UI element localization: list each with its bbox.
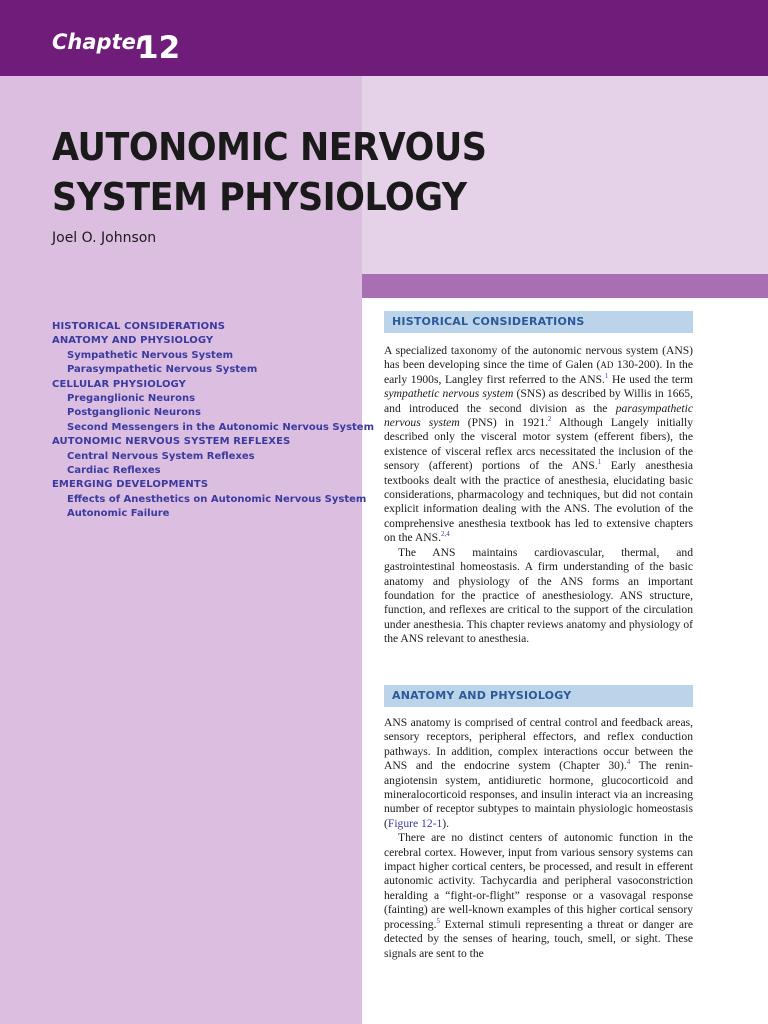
reference-marker[interactable]: 2,4 bbox=[441, 530, 450, 539]
reference-marker[interactable]: 4 bbox=[626, 758, 631, 767]
italic-term: parasympathetic nervous system bbox=[384, 401, 693, 430]
chapter-title bbox=[52, 122, 487, 222]
text-run: ). bbox=[442, 816, 450, 830]
toc-item-cardiac-reflexes[interactable]: Cardiac Reflexes bbox=[67, 465, 161, 477]
paragraph bbox=[384, 344, 693, 546]
toc-item-second-messengers[interactable]: Second Messengers in the Autonomic Nervous System bbox=[67, 421, 375, 433]
toc-item-anatomy-and-physiology[interactable]: ANATOMY AND PHYSIOLOGY bbox=[52, 335, 214, 347]
toc-item-preganglionic-neurons[interactable]: Preganglionic Neurons bbox=[67, 393, 196, 405]
reference-marker[interactable]: 1 bbox=[604, 371, 609, 380]
chapter-header-bar bbox=[0, 0, 768, 76]
section-body-anatomy bbox=[384, 716, 693, 961]
text-run: 130-200). In the early 1900s, Langley first referred to the ANS. bbox=[384, 358, 693, 386]
toc-item-autonomic-failure[interactable]: Autonomic Failure bbox=[67, 508, 170, 520]
author: Joel O. Johnson bbox=[52, 230, 157, 246]
toc-item-parasympathetic-nervous-system[interactable]: Parasympathetic Nervous System bbox=[67, 364, 258, 376]
toc-item-ans-reflexes[interactable]: AUTONOMIC NERVOUS SYSTEM REFLEXES bbox=[52, 436, 291, 448]
toc-item-historical-considerations[interactable]: HISTORICAL CONSIDERATIONS bbox=[52, 321, 226, 332]
text-run: There are no distinct centers of autonomic function in the cerebral cortex. However, input from various sensory systems can impact higher cortical centers, be processed, and result in efferent autonomic activity. Tachycardia and peripheral vasoconstriction heralding a “fight-or-flight” response or a vasovagal response (fainting) are well-known examples of this higher cortical sensory processing. bbox=[384, 831, 693, 931]
text-run: A specialized taxonomy of the autonomic nervous system (ANS) has been developing since the time of Galen ( bbox=[384, 344, 693, 372]
chapter-title-line-1: AUTONOMIC NERVOUS bbox=[52, 125, 487, 169]
toc-item-emerging-developments[interactable]: EMERGING DEVELOPMENTS bbox=[52, 479, 209, 491]
reference-marker[interactable]: 2 bbox=[548, 415, 552, 424]
text-run: Early anesthesia textbooks dealt with the practice of anesthesia, elucidating basic considerations, pharmacology and techniques, but did not contain explicit information dealing with the ANS. The evolution of the comprehensive anesthesia textbook has led to extensive chapters on the ANS. bbox=[384, 459, 693, 545]
toc-item-cellular-physiology[interactable]: CELLULAR PHYSIOLOGY bbox=[52, 378, 186, 390]
paragraph bbox=[384, 716, 693, 831]
toc-item-cns-reflexes[interactable]: Central Nervous System Reflexes bbox=[67, 450, 255, 462]
chapter-label: Chapter bbox=[52, 30, 147, 54]
paragraph bbox=[384, 831, 693, 961]
chapter-title-line-2: SYSTEM PHYSIOLOGY bbox=[52, 175, 467, 219]
chapter-number: 12 bbox=[137, 30, 181, 66]
text-run: ANS anatomy is comprised of central control and feedback areas, sensory receptors, peripheral effectors, and reflex conduction pathways. In addition, complex interactions occur between the ANS and the endocrine system (Chapter 30). bbox=[384, 716, 693, 773]
text-run: External stimuli representing a threat or danger are detected by the senses of hearing, touch, smell, or sight. These signals are sent to the bbox=[384, 917, 693, 960]
figure-link[interactable]: Figure 12-1 bbox=[387, 816, 443, 830]
text-run: He used the term bbox=[608, 372, 693, 386]
text-run: Although Langely initially described only the visceral motor system (efferent fibers), the existence of visceral reflex arcs necessitated the inclusion of the sensory (afferent) portions of the ANS. bbox=[384, 416, 694, 473]
italic-term: sympathetic nervous system bbox=[384, 387, 514, 401]
accent-stripe bbox=[362, 274, 768, 298]
text-run: (SNS) as described by Willis in 1665, and introduced the second division as the bbox=[384, 387, 693, 415]
section-heading-historical: HISTORICAL CONSIDERATIONS bbox=[384, 311, 693, 333]
toc-item-sympathetic-nervous-system[interactable]: Sympathetic Nervous System bbox=[67, 349, 234, 361]
toc-item-effects-of-anesthetics[interactable]: Effects of Anesthetics on Autonomic Nervous System bbox=[67, 493, 367, 505]
section-body-historical bbox=[384, 344, 693, 647]
text-run-smallcaps: AD bbox=[600, 360, 614, 371]
table-of-contents bbox=[52, 320, 375, 522]
paragraph: The ANS maintains cardiovascular, thermal, and gastrointestinal homeostasis. A firm understanding of the basic anatomy and physiology of the ANS forms an important foundation for the practice of anesthesiology. ANS structure, function, and reflexes are critical to the support of the circulation under anesthesia. This chapter reviews anatomy and physiology of the ANS relevant to anesthesia. bbox=[384, 545, 693, 646]
toc-item-postganglionic-neurons[interactable]: Postganglionic Neurons bbox=[67, 407, 201, 419]
reference-marker[interactable]: 5 bbox=[436, 916, 440, 925]
section-heading-anatomy: ANATOMY AND PHYSIOLOGY bbox=[384, 685, 693, 707]
reference-marker[interactable]: 1 bbox=[597, 458, 602, 467]
text-run: (PNS) in 1921. bbox=[459, 416, 549, 430]
text-run: The renin-angiotensin system, antidiuretic hormone, glucocorticoid and mineralocorticoid responses, and insulin interact via an increasing number of receptor subtypes to maintain physiologic homeostasis ( bbox=[384, 759, 693, 830]
